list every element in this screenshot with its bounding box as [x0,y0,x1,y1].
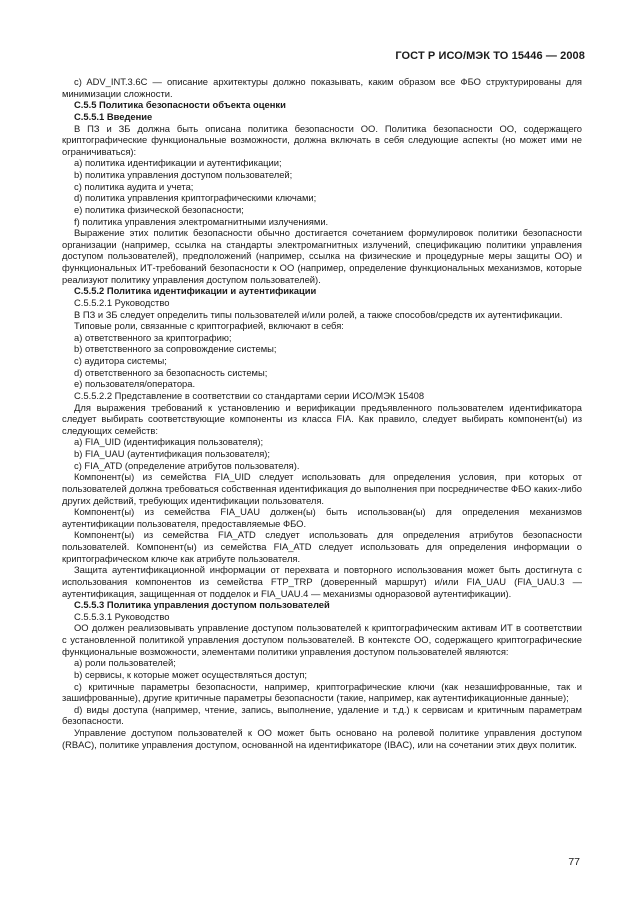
subsection-heading: C.5.5.2 Политика идентификации и аутентификации [74,285,317,297]
subsection-heading: C.5.5.3 Политика управления доступом пользователей [74,599,330,611]
sub-subsection-heading: C.5.5.2.1 Руководство [74,296,170,308]
list-item: b) сервисы, к которые может осуществляться доступ; [74,668,308,680]
paragraph: В ПЗ и ЗБ следует определить типы пользователей и/или ролей, а также способов/средств их аутентификации. [74,308,563,320]
list-item: c) критичные параметры безопасности, например, криптографические ключи (как незашифрованные, так и зашифрованные), другие критичные параметры безопасности (такие, например, как аутентификационные данные); [62,680,582,704]
list-item: c) политика аудита и учета; [74,180,194,192]
list-item: d) ответственного за безопасность системы; [74,366,268,378]
list-item: b) FIA_UAU (аутентификация пользователя); [74,448,271,459]
sub-subsection-heading: C.5.5.3.1 Руководство [74,610,170,622]
subsection-heading: C.5.5.1 Введение [74,110,153,122]
paragraph: Компонент(ы) из семейства FIA_ATD следует использовать для определения атрибутов безопасности пользователей. Компонент(ы) из семейства FIA_ATD следует использовать для определения информации о криптографическом ключе как атрибуте пользователя. [62,529,582,564]
list-item: c) аудитора системы; [74,355,167,366]
paragraph: Компонент(ы) из семейства FIA_UAU должен(ы) быть использован(ы) для определения механизмов аутентификации пользователя, предоставляемые ФБО. [62,506,582,529]
paragraph: ОО должен реализовывать управление доступом пользователей к криптографическим активам ИТ в соответствии с установленной политикой управления доступом пользователей. В контексте ОО, содержащего криптографические функциональные возможности, элементами политики управления доступом пользователей являются: [62,622,582,657]
list-item: b) политика управления доступом пользователей; [74,169,293,180]
list-item: b) ответственного за сопровождение системы; [74,343,277,355]
paragraph: c) ADV_INT.3.6C — описание архитектуры должно показывать, каким образом все ФБО структурированы для минимизации сложности. [62,76,582,99]
paragraph: Защита аутентификационной информации от перехвата и повторного использования может быть достигнута с использования компонентов из семейства FTP_TRP (доверенный маршрут) и/или FIA_UAU (FIA_UAU.3 — аутентификация, защищенная от подделок и FIA_UAU.4 — механизмы одноразовой аутентификации). [62,564,582,599]
list-item: e) пользователя/оператора. [74,378,196,390]
page-number: 77 [568,856,580,868]
list-item: e) политика физической безопасности; [74,203,244,215]
paragraph: Выражение этих политик безопасности обычно достигается сочетанием формулировок политики безопасности организации (например, ссылка на стандарты электромагнитных излучений, спецификацию политики управления доступом пользователей), предположений (например, ссылка на физические и процедурные меры защиты ОО) и функциональных ИТ-требований безопасности к ОО (например, определение функциональных механизмов, которые реализуют политику управления доступом пользователей). [62,227,582,285]
section-heading: C.5.5 Политика безопасности объекта оценки [74,99,286,111]
sub-subsection-heading: C.5.5.2.2 Представление в соответствии со стандартами серии ИСО/МЭК 15408 [74,389,425,401]
document-body [62,76,582,750]
list-item: d) виды доступа (например, чтение, запись, выполнение, удаление и т.д.) к сервисам и критичным параметрам безопасности. [62,703,582,727]
list-item: a) ответственного за криптографию; [74,331,232,343]
list-item: a) политика идентификации и аутентификации; [74,157,282,169]
document-header: ГОСТ Р ИСО/МЭК ТО 15446 — 2008 [395,50,585,62]
paragraph: Для выражения требований к установлению и верификации предъявленного пользователем идентификатора следует выбирать соответствующие компоненты из класса FIA. Как правило, следует выбирать компонент(ы) из следующих семейств: [62,401,582,436]
list-item: a) FIA_UID (идентификация пользователя); [74,436,264,448]
paragraph: Управление доступом пользователей к ОО может быть основано на ролевой политике управления доступом (RBAC), политике управления доступом, основанной на идентификаторе (IBAC), или на сочетании этих двух политик. [62,727,582,750]
list-item: d) политика управления криптографическими ключами; [74,192,317,204]
paragraph: В ПЗ и ЗБ должна быть описана политика безопасности ОО. Политика безопасности ОО, содержащего криптографические функциональные возможности, должна включать в себя следующие аспекты (но может ими не ограничиваться): [62,122,582,157]
list-item: c) FIA_ATD (определение атрибутов пользователя). [74,459,300,471]
list-item: a) роли пользователей; [74,657,176,669]
list-item: f) политика управления электромагнитными излучениями. [74,215,329,227]
paragraph: Компонент(ы) из семейства FIA_UID следует использовать для определения условия, при которых от пользователей должна требоваться собственная идентификация до выполнения при посредничестве ФБО каких-либо других действий, требующих идентификации пользователя. [62,471,582,506]
paragraph: Типовые роли, связанные с криптографией, включают в себя: [74,320,344,332]
